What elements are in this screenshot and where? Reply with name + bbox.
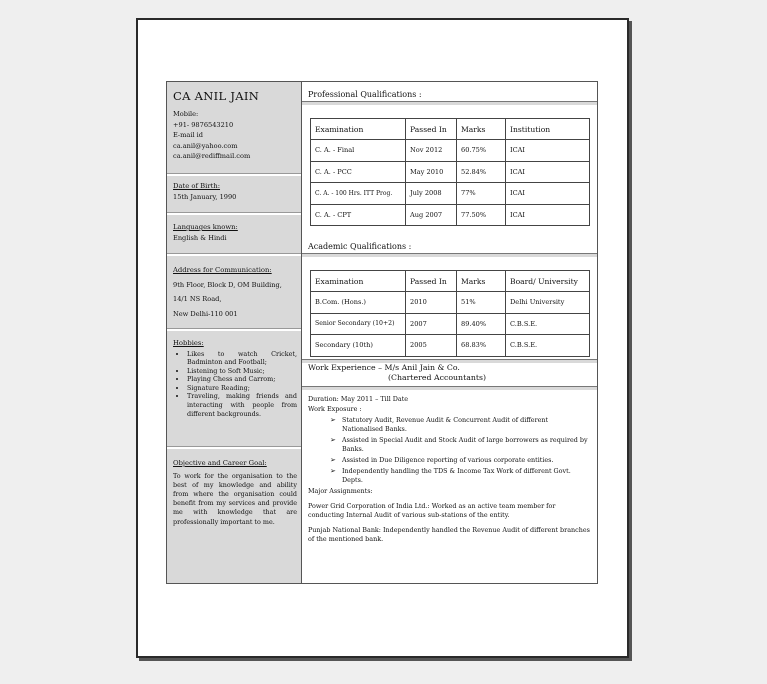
- table-header-row: [311, 119, 590, 140]
- hobbies-block: [173, 338, 297, 418]
- divider: [167, 212, 301, 215]
- table-row: [311, 292, 590, 314]
- column-header: Institution: [506, 119, 590, 140]
- arrow-bullet-icon: ➢: [330, 416, 336, 424]
- table-cell: 52.84%: [457, 161, 506, 183]
- email-label: E-mail id: [173, 131, 203, 139]
- address-line: 14/1 NS Road,: [173, 295, 222, 303]
- candidate-name: CA ANIL JAIN: [173, 89, 260, 103]
- table-cell: 2005: [406, 335, 457, 357]
- academic-title: Academic Qualifications :: [308, 242, 412, 251]
- table-row: [311, 204, 590, 226]
- table-cell: 60.75%: [457, 140, 506, 162]
- table-row: [311, 313, 590, 335]
- list-item: ➢ Assisted in Special Audit and Stock Audit of large borrowers as required by Banks.: [330, 436, 588, 453]
- work-exposure-list: [308, 416, 591, 485]
- hobbies-list: [173, 350, 297, 419]
- table-cell: May 2010: [406, 161, 457, 183]
- assignment-item: Power Grid Corporation of India Ltd.: Worked as an active team member for conducting Internal Audit of various sub-stations of the entity.: [308, 501, 556, 519]
- arrow-bullet-icon: ➢: [330, 456, 336, 464]
- list-item: • Listening to Soft Music;: [187, 367, 297, 376]
- column-header: Marks: [457, 119, 506, 140]
- mobile-number: +91- 9876543210: [173, 120, 234, 129]
- column-header: Passed In: [406, 271, 457, 292]
- list-item: • Likes to watch Cricket, Badminton and Football;: [187, 350, 297, 367]
- languages-block: [173, 222, 297, 243]
- main-content: [302, 82, 597, 583]
- column-header: Board/ University: [506, 271, 590, 292]
- table-row: [311, 161, 590, 183]
- list-item: • Traveling, making friends and interacting with people from different backgrounds.: [187, 392, 297, 418]
- divider: [167, 253, 301, 256]
- professional-title: Professional Qualifications :: [308, 90, 422, 99]
- divider: [167, 173, 301, 176]
- table-cell: 77.50%: [457, 204, 506, 226]
- table-cell: C. A. - CPT: [311, 204, 406, 226]
- section-band: [302, 386, 597, 390]
- table-cell: ICAI: [506, 140, 590, 162]
- column-header: Passed In: [406, 119, 457, 140]
- objective-block: [173, 458, 297, 527]
- table-cell: ICAI: [506, 183, 590, 205]
- objective-heading: Objective and Career Goal:: [173, 459, 267, 467]
- table-cell: Aug 2007: [406, 204, 457, 226]
- table-cell: July 2008: [406, 183, 457, 205]
- work-title-subline: (Chartered Accountants): [388, 373, 487, 382]
- dob-block: [173, 181, 297, 202]
- contact-block: [173, 109, 297, 162]
- arrow-bullet-icon: ➢: [330, 436, 336, 444]
- table-cell: 77%: [457, 183, 506, 205]
- table-cell: C.B.S.E.: [506, 313, 590, 335]
- table-cell: Senior Secondary (10+2): [311, 313, 406, 335]
- work-experience-title: [308, 363, 486, 383]
- table-cell: C. A. - 100 Hrs. ITT Prog.: [311, 183, 406, 205]
- address-heading: Address for Communication:: [173, 266, 272, 274]
- address-line: New Delhi-110 001: [173, 309, 238, 318]
- professional-table: [310, 118, 590, 226]
- objective-text: To work for the organisation to the best of my knowledge and ability from where the organisation could benefit from my services and provide me with knowledge that are professionally important to me.: [173, 471, 297, 526]
- work-duration: Duration: May 2011 – Till Date: [308, 395, 409, 403]
- list-item: ➢ Independently handling the TDS & Income Tax Work of different Govt. Depts.: [330, 467, 571, 484]
- address-block: [173, 263, 297, 321]
- section-band: [302, 253, 597, 257]
- table-cell: ICAI: [506, 161, 590, 183]
- table-row: [311, 183, 590, 205]
- section-band: [302, 101, 597, 105]
- table-cell: 51%: [457, 292, 506, 314]
- divider: [167, 446, 301, 449]
- list-item: ➢ Assisted in Due Diligence reporting of various corporate entities.: [330, 456, 554, 464]
- column-header: Examination: [311, 119, 406, 140]
- dob-heading: Date of Birth:: [173, 182, 221, 190]
- table-row: [311, 335, 590, 357]
- assignment-item: Punjab National Bank: Independently handled the Revenue Audit of different branches of the mentioned bank.: [308, 525, 590, 543]
- table-row: [311, 140, 590, 162]
- work-exposure-label: Work Exposure :: [308, 404, 362, 413]
- column-header: Marks: [457, 271, 506, 292]
- table-header-row: [311, 271, 590, 292]
- table-cell: C.B.S.E.: [506, 335, 590, 357]
- email-1: ca.anil@yahoo.com: [173, 141, 238, 150]
- languages-value: English & Hindi: [173, 233, 227, 242]
- work-title-line: Work Experience – M/s Anil Jain & Co.: [308, 363, 460, 372]
- resume: [166, 81, 598, 584]
- languages-heading: Languages known:: [173, 223, 238, 231]
- table-cell: C. A. - PCC: [311, 161, 406, 183]
- arrow-bullet-icon: ➢: [330, 467, 336, 475]
- sidebar: [167, 82, 302, 583]
- hobbies-heading: Hobbies:: [173, 339, 204, 347]
- table-cell: C. A. - Final: [311, 140, 406, 162]
- dob-value: 15th January, 1990: [173, 192, 237, 201]
- table-cell: Secondary (10th): [311, 335, 406, 357]
- table-cell: 2007: [406, 313, 457, 335]
- list-item: • Signature Reading;: [187, 384, 297, 393]
- divider: [167, 328, 301, 331]
- table-cell: Delhi University: [506, 292, 590, 314]
- column-header: Examination: [311, 271, 406, 292]
- list-item: • Playing Chess and Carrom;: [187, 375, 297, 384]
- email-2: ca.anil@rediffmail.com: [173, 152, 251, 160]
- table-cell: 89.40%: [457, 313, 506, 335]
- table-cell: B.Com. (Hons.): [311, 292, 406, 314]
- table-cell: 68.83%: [457, 335, 506, 357]
- table-cell: 2010: [406, 292, 457, 314]
- address-line: 9th Floor, Block D, OM Building,: [173, 280, 282, 289]
- academic-table: [310, 270, 590, 357]
- list-item: ➢ Statutory Audit, Revenue Audit & Concurrent Audit of different Nationalised Banks.: [330, 416, 549, 433]
- table-cell: Nov 2012: [406, 140, 457, 162]
- mobile-label: Mobile:: [173, 110, 199, 118]
- work-experience-body: [308, 395, 591, 545]
- table-cell: ICAI: [506, 204, 590, 226]
- assignments-label: Major Assignments:: [308, 487, 373, 495]
